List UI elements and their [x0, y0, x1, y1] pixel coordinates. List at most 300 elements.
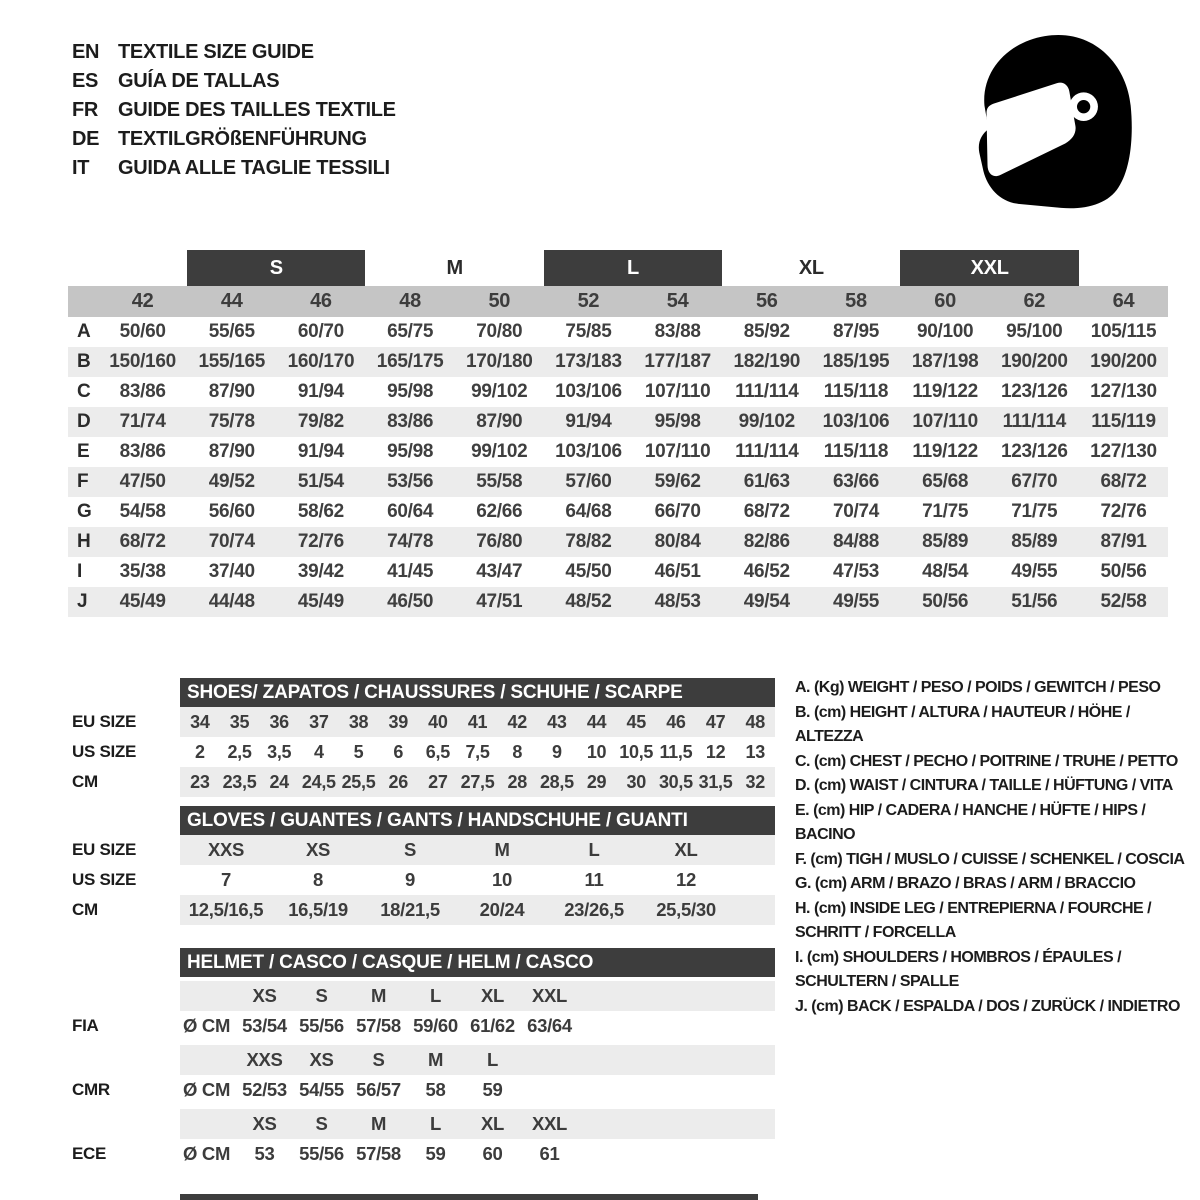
standard-label: FIA — [72, 1016, 99, 1035]
measurement-value: 99/102 — [471, 441, 528, 462]
measurement-value: 72/76 — [297, 531, 344, 552]
shoe-size-value: 40 — [428, 711, 448, 732]
measurement-value: 83/86 — [387, 411, 434, 432]
measurement-value: 85/89 — [922, 531, 969, 552]
size-number-row — [68, 286, 1168, 317]
row-letter: A — [77, 321, 91, 342]
size-group-s: S — [187, 250, 365, 286]
measurement-value: 78/82 — [565, 531, 612, 552]
shoe-size-value: 7,5 — [465, 741, 490, 762]
shoe-size-value: 23,5 — [222, 771, 257, 792]
measurement-value: 46/52 — [743, 561, 790, 582]
measurement-value: 87/91 — [1100, 531, 1147, 552]
row-label: CM — [72, 772, 98, 791]
row-letter: C — [77, 381, 91, 402]
shoe-size-value: 4 — [313, 741, 324, 762]
helmet-size-value: 56/57 — [356, 1079, 401, 1100]
shoe-size-value: 5 — [353, 741, 364, 762]
measurement-row-e — [68, 437, 1168, 467]
measurement-value: 127/130 — [1090, 441, 1157, 462]
unit-spacer — [180, 981, 236, 1011]
measurement-value: 150/160 — [109, 351, 176, 372]
measurement-value: 62/66 — [476, 501, 523, 522]
size-label: 50 — [488, 290, 511, 312]
measurement-value: 190/200 — [1090, 351, 1157, 372]
measurement-value: 50/60 — [119, 321, 166, 342]
size-label: 42 — [131, 290, 154, 312]
standard-label: CMR — [72, 1080, 110, 1099]
helmet-icon-svg — [972, 30, 1138, 212]
measurement-value: 91/94 — [565, 411, 612, 432]
row-label: US SIZE — [72, 742, 137, 761]
measurement-value: 59/62 — [654, 471, 701, 492]
language-row — [72, 154, 396, 183]
measurement-value: 165/175 — [376, 351, 444, 372]
measurement-value: 170/180 — [465, 351, 533, 372]
helmet-size-value: 53 — [254, 1143, 275, 1164]
measurement-value: 54/58 — [119, 501, 166, 522]
row-letter: G — [77, 501, 92, 522]
shoe-size-value: 3,5 — [267, 741, 292, 762]
measurement-value: 99/102 — [738, 411, 795, 432]
measurement-value: 57/60 — [565, 471, 612, 492]
glove-size-value: XL — [674, 839, 698, 860]
measurement-value: 182/190 — [733, 351, 801, 372]
shoe-size-value: 27,5 — [460, 771, 495, 792]
glove-size-value: 7 — [221, 869, 231, 890]
measurement-value: 83/86 — [119, 381, 166, 402]
measurement-value: 95/98 — [654, 411, 701, 432]
helmet-size-value: 57/58 — [356, 1143, 401, 1164]
glove-size-value: 12,5/16,5 — [188, 899, 264, 920]
measurement-value: 50/56 — [922, 591, 969, 612]
shoe-size-value: 6 — [393, 741, 404, 762]
helmet-size-value: 58 — [425, 1079, 446, 1100]
measurement-value: 48/52 — [565, 591, 612, 612]
size-group-xl: XL — [798, 256, 824, 279]
measurement-value: 85/89 — [1011, 531, 1058, 552]
diameter-unit-cell: Ø CM — [183, 1015, 231, 1036]
shoe-size-value: 48 — [745, 711, 765, 732]
glove-size-value: L — [588, 839, 600, 860]
measurement-value: 87/90 — [208, 381, 255, 402]
shoe-size-value: 45 — [626, 711, 646, 732]
shoe-size-value: 34 — [190, 711, 210, 732]
size-label: 64 — [1112, 290, 1135, 312]
measurement-value: 119/122 — [912, 441, 978, 462]
measurement-value: 90/100 — [916, 321, 974, 342]
shoe-size-value: 2 — [194, 741, 205, 762]
measurement-value: 160/170 — [287, 351, 355, 372]
size-group-l: L — [544, 250, 722, 286]
helmet-size-value: 55/56 — [299, 1015, 344, 1036]
measurement-row-h — [68, 527, 1168, 557]
legend-item: H. (cm) INSIDE LEG / ENTREPIERNA / FOURCHE / SCHRITT / FORCELLA — [795, 899, 1152, 941]
measurement-value: 63/66 — [832, 471, 879, 492]
language-row — [72, 96, 396, 125]
shoe-size-value: 26 — [388, 771, 408, 792]
measurement-value: 41/45 — [387, 561, 434, 582]
language-row — [72, 38, 396, 67]
unit-spacer — [180, 1045, 236, 1075]
glove-size-value: 11 — [584, 869, 604, 890]
measurement-value: 47/51 — [476, 591, 523, 612]
helmet-size-value: 61 — [539, 1143, 560, 1164]
helmet-size-value: 59 — [425, 1143, 446, 1164]
measurement-value: 65/68 — [922, 471, 969, 492]
measurement-value: 56/60 — [208, 501, 255, 522]
gloves-row — [72, 835, 775, 865]
measurement-value: 127/130 — [1090, 381, 1157, 402]
size-label: 52 — [577, 290, 600, 312]
measurement-value: 83/88 — [654, 321, 701, 342]
shoes-row — [72, 767, 775, 797]
row-letter: H — [77, 531, 91, 552]
helmet-size-label: M — [370, 985, 387, 1006]
shoe-size-value: 2,5 — [227, 741, 252, 762]
shoe-size-value: 28 — [507, 771, 527, 792]
measurement-value: 72/76 — [1100, 501, 1147, 522]
measurement-value: 53/56 — [387, 471, 434, 492]
measurement-value: 49/54 — [743, 591, 790, 612]
shoe-size-value: 39 — [388, 711, 408, 732]
measurement-value: 47/50 — [119, 471, 166, 492]
helmet-size-value: 63/64 — [527, 1015, 572, 1036]
measurement-value: 107/110 — [644, 441, 711, 462]
measurement-row-d — [68, 407, 1168, 437]
measurement-row-b — [68, 347, 1168, 377]
helmet-sizes-row-ece — [180, 1109, 775, 1139]
measurement-value: 52/58 — [1100, 591, 1147, 612]
visor-pivot-dot — [1077, 100, 1090, 113]
size-label: 56 — [755, 290, 778, 312]
language-code: IT — [72, 157, 90, 179]
measurement-value: 103/106 — [555, 441, 622, 462]
measurement-value: 49/55 — [1011, 561, 1058, 582]
measurement-value: 39/42 — [297, 561, 344, 582]
helmet-sizes-row-fia — [180, 981, 775, 1011]
shoe-size-value: 11,5 — [659, 741, 693, 762]
measurement-value: 70/74 — [832, 501, 879, 522]
row-letter: F — [77, 471, 89, 492]
measurement-value: 66/70 — [654, 501, 701, 522]
shoe-size-value: 47 — [705, 711, 726, 732]
helmet-sizes-row-cmr — [180, 1045, 775, 1075]
shoe-size-value: 10 — [586, 741, 607, 762]
shoe-size-value: 13 — [745, 741, 765, 762]
helmet-size-label: S — [315, 1113, 328, 1134]
glove-size-value: 10 — [492, 869, 512, 890]
measurement-value: 67/70 — [1011, 471, 1058, 492]
helmet-size-label: S — [372, 1049, 385, 1070]
shoe-size-value: 23 — [190, 771, 210, 792]
measurement-value: 48/53 — [654, 591, 701, 612]
shoe-size-value: 28,5 — [539, 771, 574, 792]
size-label: 60 — [934, 290, 956, 312]
measurement-value: 68/72 — [1100, 471, 1147, 492]
measurement-value: 123/126 — [1001, 381, 1068, 402]
measurement-value: 123/126 — [1001, 441, 1068, 462]
helmet-size-value: 52/53 — [242, 1079, 287, 1100]
measurement-value: 49/55 — [832, 591, 879, 612]
helmet-size-value: 59 — [482, 1079, 503, 1100]
measurement-value: 87/90 — [476, 411, 523, 432]
helmet-size-value: 55/56 — [299, 1143, 344, 1164]
measurement-value: 61/63 — [743, 471, 790, 492]
measurement-value: 91/94 — [297, 381, 344, 402]
measurement-value: 46/50 — [387, 591, 434, 612]
shoe-size-value: 9 — [552, 741, 562, 762]
measurement-row-g — [68, 497, 1168, 527]
language-row — [72, 67, 396, 96]
measurement-value: 79/82 — [297, 411, 344, 432]
measurement-value: 173/183 — [555, 351, 622, 372]
row-label: CM — [72, 900, 98, 919]
row-label: EU SIZE — [72, 712, 137, 731]
guide-title: TEXTILE SIZE GUIDE — [118, 41, 314, 63]
helmet-values-row-fia — [72, 1011, 775, 1041]
legend-item: B. (cm) HEIGHT / ALTURA / HAUTEUR / HÖHE / ALTEZZA — [795, 703, 1130, 745]
measurement-value: 51/56 — [1011, 591, 1058, 612]
glove-size-value: 8 — [313, 869, 323, 890]
measurement-value: 187/198 — [911, 351, 979, 372]
helmet-size-label: XL — [480, 985, 505, 1006]
size-group-header-row — [68, 250, 1168, 286]
helmet-size-label: XS — [252, 985, 277, 1006]
helmet-size-label: XS — [309, 1049, 334, 1070]
measurement-value: 107/110 — [644, 381, 711, 402]
measurement-value: 115/119 — [1091, 411, 1156, 432]
measurement-value: 111/114 — [735, 381, 799, 402]
shoe-size-value: 41 — [467, 711, 488, 732]
helmet-size-value: 60 — [482, 1143, 503, 1164]
row-label: US SIZE — [72, 870, 137, 889]
measurement-value: 76/80 — [476, 531, 523, 552]
measurement-value: 75/78 — [208, 411, 255, 432]
shoe-size-value: 35 — [229, 711, 250, 732]
size-label: 48 — [399, 290, 421, 312]
measurement-value: 185/195 — [822, 351, 890, 372]
size-label: 46 — [310, 290, 332, 312]
textile-size-table — [68, 250, 1168, 617]
measurement-value: 60/64 — [387, 501, 434, 522]
legend-item: I. (cm) SHOULDERS / HOMBROS / ÉPAULES / SCHULTERN / SPALLE — [795, 948, 1122, 990]
measurement-value: 49/52 — [208, 471, 255, 492]
measurement-value: 50/56 — [1100, 561, 1147, 582]
measurement-value: 70/74 — [208, 531, 255, 552]
shoe-size-value: 38 — [348, 711, 369, 732]
measurement-value: 84/88 — [832, 531, 879, 552]
measurement-value: 190/200 — [1001, 351, 1068, 372]
glove-size-value: XXS — [207, 839, 245, 860]
legend-item: F. (cm) TIGH / MUSLO / CUISSE / SCHENKEL / COSCIA — [795, 850, 1185, 868]
cropped-next-section-bar — [180, 1194, 758, 1200]
language-code: ES — [72, 70, 99, 92]
row-letter: J — [77, 591, 88, 612]
glove-size-value: 12 — [676, 869, 696, 890]
shoe-size-value: 32 — [745, 771, 765, 792]
measurement-value: 45/49 — [119, 591, 166, 612]
measurement-value: 105/115 — [1090, 321, 1157, 342]
helmet-size-label: S — [315, 985, 328, 1006]
size-label: 58 — [845, 290, 867, 312]
helmet-size-value: 57/58 — [356, 1015, 401, 1036]
measurement-value: 44/48 — [208, 591, 255, 612]
helmet-size-label: L — [429, 1113, 441, 1134]
shoe-size-value: 37 — [309, 711, 329, 732]
shoe-size-value: 43 — [547, 711, 567, 732]
diameter-unit-cell: Ø CM — [183, 1143, 231, 1164]
measurement-legend — [795, 676, 1193, 1019]
measurement-value: 177/187 — [644, 351, 711, 372]
measurement-value: 43/47 — [476, 561, 523, 582]
language-title-list — [72, 38, 396, 183]
row-letter: I — [77, 561, 82, 582]
glove-size-value: 16,5/19 — [288, 899, 348, 920]
shoe-size-value: 6,5 — [425, 741, 450, 762]
shoe-size-value: 25,5 — [341, 771, 376, 792]
legend-item: C. (cm) CHEST / PECHO / POITRINE / TRUHE / PETTO — [795, 752, 1178, 770]
shoe-size-value: 44 — [586, 711, 607, 732]
shoe-size-value: 36 — [269, 711, 289, 732]
measurement-value: 45/50 — [565, 561, 612, 582]
measurement-value: 46/51 — [654, 561, 701, 582]
glove-size-value: S — [403, 839, 417, 860]
measurement-value: 55/58 — [476, 471, 523, 492]
size-group-m: M — [446, 256, 463, 279]
gloves-table-title: GLOVES / GUANTES / GANTS / HANDSCHUHE / GUANTI — [180, 806, 775, 835]
measurement-value: 103/106 — [822, 411, 890, 432]
guide-title: TEXTILGRÖßENFÜHRUNG — [118, 128, 367, 150]
gloves-rows — [72, 835, 775, 925]
guide-title: GUIDE DES TAILLES TEXTILE — [118, 99, 396, 121]
measurement-value: 55/65 — [208, 321, 255, 342]
shoes-rows — [72, 707, 775, 797]
measurement-value: 47/53 — [832, 561, 879, 582]
helmet-size-label: M — [370, 1113, 387, 1134]
row-letter: E — [77, 441, 90, 462]
measurement-value: 45/49 — [297, 591, 344, 612]
measurement-value: 83/86 — [119, 441, 166, 462]
helmet-size-label: L — [486, 1049, 498, 1070]
measurement-value: 91/94 — [297, 441, 344, 462]
shoes-table-title: SHOES/ ZAPATOS / CHAUSSURES / SCHUHE / SCARPE — [180, 678, 775, 707]
measurement-value: 60/70 — [297, 321, 344, 342]
measurement-value: 115/118 — [823, 381, 889, 402]
helmet-size-value: 54/55 — [299, 1079, 344, 1100]
helmet-size-value: 53/54 — [242, 1015, 287, 1036]
legend-item: J. (cm) BACK / ESPALDA / DOS / ZURÜCK / INDIETRO — [795, 997, 1180, 1015]
measurement-value: 51/54 — [297, 471, 344, 492]
helmet-size-label: XS — [252, 1113, 277, 1134]
helmet-size-label: L — [429, 985, 441, 1006]
legend-item: G. (cm) ARM / BRAZO / BRAS / ARM / BRACCIO — [795, 875, 1136, 892]
shoe-size-value: 8 — [512, 741, 523, 762]
guide-title: GUÍA DE TALLAS — [118, 70, 280, 92]
measurement-value: 71/75 — [1011, 501, 1058, 522]
size-group-xxl: XXL — [900, 250, 1078, 286]
group-spacer — [68, 250, 187, 286]
measurement-value: 80/84 — [654, 531, 701, 552]
row-label: EU SIZE — [72, 840, 137, 859]
measurement-value: 111/114 — [1002, 411, 1067, 432]
shoes-row — [72, 707, 775, 737]
shoe-size-value: 12 — [705, 741, 726, 762]
measurement-value: 111/114 — [735, 441, 799, 462]
glove-size-value: 18/21,5 — [380, 899, 440, 920]
measurement-value: 87/90 — [208, 441, 255, 462]
shoe-size-value: 24,5 — [301, 771, 336, 792]
shoes-size-table — [72, 678, 775, 797]
measurement-value: 99/102 — [471, 381, 528, 402]
measurement-value: 68/72 — [119, 531, 166, 552]
standard-label: ECE — [72, 1144, 107, 1163]
measurement-row-j — [68, 587, 1168, 617]
helmet-size-label: M — [427, 1049, 444, 1070]
shoes-row — [72, 737, 775, 767]
measurement-value: 82/86 — [743, 531, 790, 552]
helmet-size-value: 59/60 — [413, 1015, 458, 1036]
measurement-value: 74/78 — [387, 531, 434, 552]
glove-size-value: 23/26,5 — [564, 899, 624, 920]
measurement-row-a — [68, 317, 1168, 347]
helmet-rows — [72, 981, 775, 1169]
measurement-value: 95/100 — [1006, 321, 1063, 342]
measurement-value: 87/95 — [832, 321, 879, 342]
size-label: 44 — [220, 290, 243, 312]
language-code: DE — [72, 128, 100, 150]
glove-size-value: XS — [305, 839, 331, 860]
measurement-value: 95/98 — [387, 441, 434, 462]
measurement-value: 155/165 — [198, 351, 266, 372]
measurement-rows — [68, 317, 1168, 617]
shoe-size-value: 30 — [626, 771, 646, 792]
measurement-value: 71/75 — [922, 501, 969, 522]
measurement-value: 75/85 — [565, 321, 612, 342]
size-row-spacer — [68, 286, 98, 317]
language-code: FR — [72, 99, 99, 121]
gloves-row — [72, 865, 775, 895]
shoe-size-value: 27 — [428, 771, 448, 792]
measurement-value: 119/122 — [912, 381, 978, 402]
measurement-row-c — [68, 377, 1168, 407]
size-label: 62 — [1023, 290, 1046, 312]
legend-item: D. (cm) WAIST / CINTURA / TAILLE / HÜFTUNG / VITA — [795, 777, 1173, 794]
shoe-size-value: 31,5 — [698, 771, 733, 792]
measurement-row-i — [68, 557, 1168, 587]
measurement-value: 64/68 — [565, 501, 612, 522]
shoe-size-value: 42 — [507, 711, 527, 732]
helmet-table-title: HELMET / CASCO / CASQUE / HELM / CASCO — [180, 948, 775, 977]
measurement-value: 70/80 — [476, 321, 523, 342]
measurement-value: 68/72 — [743, 501, 790, 522]
shoe-size-value: 24 — [269, 771, 289, 792]
measurement-value: 35/38 — [119, 561, 166, 582]
row-letter: B — [77, 351, 91, 372]
diameter-unit-cell: Ø CM — [183, 1079, 231, 1100]
measurement-value: 48/54 — [922, 561, 969, 582]
measurement-value: 37/40 — [208, 561, 255, 582]
glove-size-value: 25,5/30 — [656, 899, 716, 920]
measurement-value: 103/106 — [555, 381, 622, 402]
helmet-size-table — [72, 948, 775, 1169]
language-row — [72, 125, 396, 154]
shoe-size-value: 30,5 — [658, 771, 693, 792]
measurement-value: 107/110 — [912, 411, 978, 432]
legend-item: A. (Kg) WEIGHT / PESO / POIDS / GEWITCH / PESO — [795, 679, 1161, 696]
shoe-size-value: 46 — [666, 711, 686, 732]
glove-size-value: 20/24 — [479, 899, 525, 920]
